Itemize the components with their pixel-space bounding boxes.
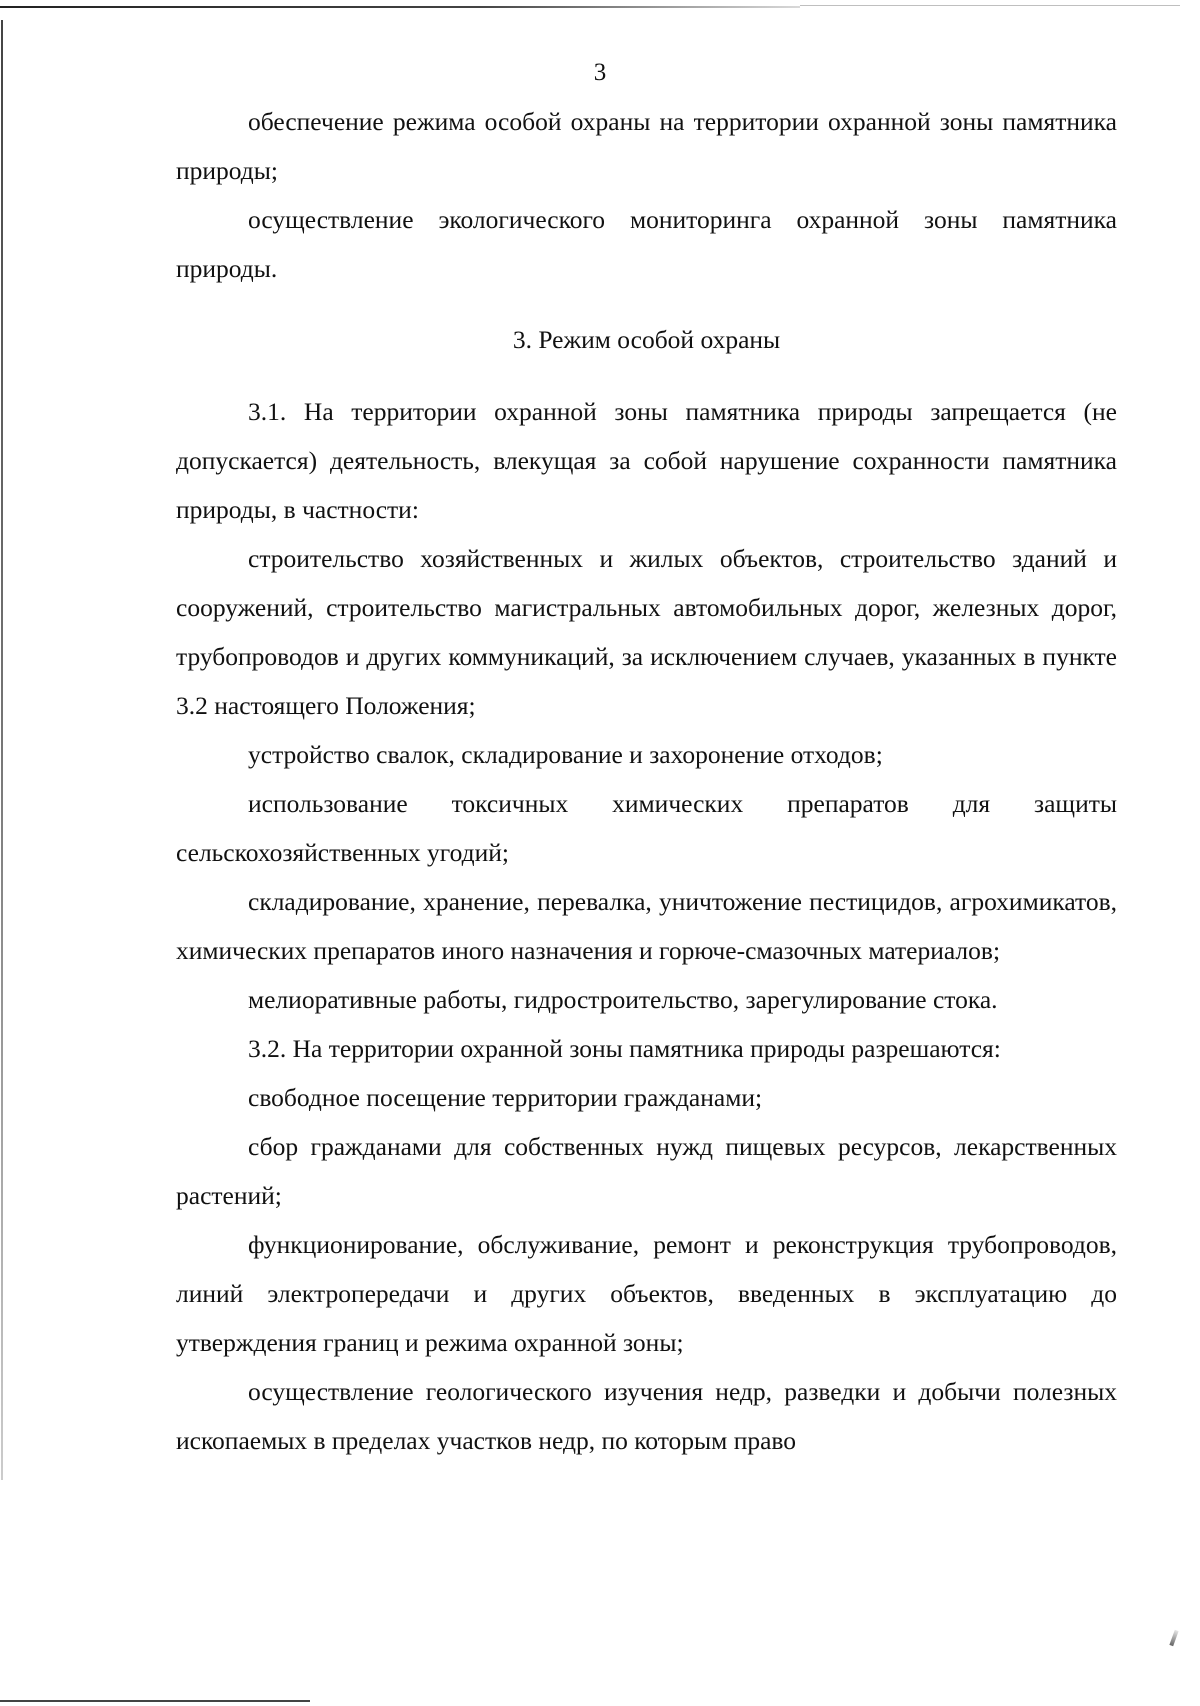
- scan-speck: [1169, 1630, 1178, 1646]
- scan-edge-top: [0, 6, 800, 8]
- permitted-maintenance: функционирование, обслуживание, ремонт и реконструкция трубопроводов, линий электропередачи и других объектов, введенных в эксплуатацию до утверждения границ и режима охранной зоны;: [176, 1230, 1117, 1357]
- scan-edge-left: [1, 20, 3, 1480]
- prohibited-dumps: устройство свалок, складирование и захоронение отходов;: [248, 740, 883, 769]
- permitted-gathering: сбор гражданами для собственных нужд пищевых ресурсов, лекарственных растений;: [176, 1132, 1117, 1210]
- scan-edge-top-faint: [800, 5, 1180, 6]
- clause-3-2: 3.2. На территории охранной зоны памятника природы разрешаются:: [248, 1034, 1001, 1063]
- section-heading: 3. Режим особой охраны: [512, 325, 781, 354]
- scan-edge-bottom: [0, 1700, 310, 1702]
- prohibited-pesticide-storage: складирование, хранение, перевалка, уничтожение пестицидов, агрохимикатов, химических препаратов иного назначения и горюче-смазочных материалов;: [176, 887, 1117, 965]
- paragraph-special-protection-regime: обеспечение режима особой охраны на территории охранной зоны памятника природы;: [176, 107, 1117, 185]
- paragraph-ecological-monitoring: осуществление экологического мониторинга охранной зоны памятника природы.: [176, 205, 1117, 283]
- document-body: [176, 97, 1117, 1465]
- page-number: 3: [593, 59, 607, 86]
- prohibited-melioration: мелиоративные работы, гидростроительство, зарегулирование стока.: [248, 985, 998, 1014]
- permitted-geological-study: осуществление геологического изучения недр, разведки и добычи полезных ископаемых в пределах участков недр, по которым право: [176, 1377, 1117, 1455]
- prohibited-construction: строительство хозяйственных и жилых объектов, строительство зданий и сооружений, строительство магистральных автомобильных дорог, железных дорог, трубопроводов и других коммуникаций, за исключением случаев, указанных в пункте 3.2 настоящего Положения;: [176, 544, 1117, 720]
- clause-3-1: 3.1. На территории охранной зоны памятника природы запрещается (не допускается) деятельность, влекущая за собой нарушение сохранности памятника природы, в частности:: [176, 397, 1117, 524]
- prohibited-toxic-chemicals: использование токсичных химических препаратов для защиты сельскохозяйственных угодий;: [176, 789, 1117, 867]
- permitted-free-visit: свободное посещение территории гражданами;: [248, 1083, 763, 1112]
